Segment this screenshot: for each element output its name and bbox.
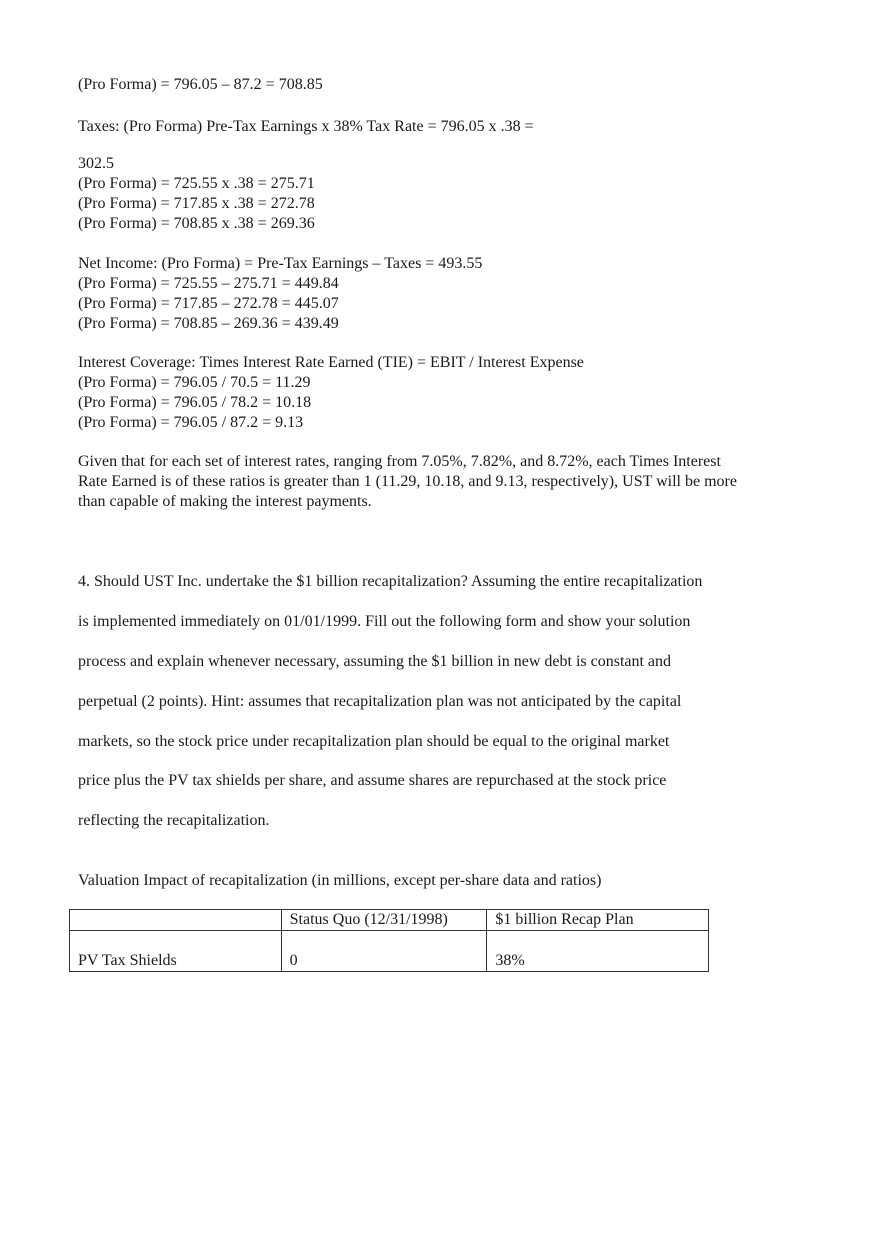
pre-tax-earnings-line-3: (Pro Forma) = 796.05 – 87.2 = 708.85 — [78, 76, 323, 93]
net-income-line-3: (Pro Forma) = 708.85 – 269.36 = 439.49 — [78, 315, 339, 332]
interest-coverage-line-2: (Pro Forma) = 796.05 / 78.2 = 10.18 — [78, 394, 312, 411]
interest-coverage-heading-line: Interest Coverage: Times Interest Rate Earned (TIE) = EBIT / Interest Expense — [78, 354, 584, 371]
table-row — [70, 931, 709, 972]
question4-line-1: 4. Should UST Inc. undertake the $1 billion recapitalization? Assuming the entire recapitalization — [78, 573, 703, 590]
question4-line-7: reflecting the recapitalization. — [78, 812, 270, 829]
interest-coverage-line-3: (Pro Forma) = 796.05 / 87.2 = 9.13 — [78, 414, 304, 431]
table-caption: Valuation Impact of recapitalization (in millions, except per-share data and ratios) — [78, 872, 602, 889]
table-cell-recap-plan[interactable]: 38% — [487, 931, 709, 972]
table-header-recap-plan: $1 billion Recap Plan — [487, 910, 709, 931]
interest-coverage-line-1: (Pro Forma) = 796.05 / 70.5 = 11.29 — [78, 374, 311, 391]
net-income-line-2: (Pro Forma) = 717.85 – 272.78 = 445.07 — [78, 295, 339, 312]
conclusion-line-3: than capable of making the interest payments. — [78, 493, 372, 510]
table-cell-status-quo[interactable]: 0 — [281, 931, 487, 972]
conclusion-line-1: Given that for each set of interest rates, ranging from 7.05%, 7.82%, and 8.72%, each Times Interest — [78, 453, 721, 470]
question4-line-5: markets, so the stock price under recapitalization plan should be equal to the original market — [78, 733, 670, 750]
valuation-table — [69, 909, 709, 972]
taxes-line-1: (Pro Forma) = 725.55 x .38 = 275.71 — [78, 175, 315, 192]
taxes-heading-line: Taxes: (Pro Forma) Pre-Tax Earnings x 38% Tax Rate = 796.05 x .38 = — [78, 118, 534, 135]
question4-line-3: process and explain whenever necessary, assuming the $1 billion in new debt is constant and — [78, 653, 672, 670]
taxes-line-3: (Pro Forma) = 708.85 x .38 = 269.36 — [78, 215, 315, 232]
question4-line-2: is implemented immediately on 01/01/1999. Fill out the following form and show your solution — [78, 613, 691, 630]
question4-line-4: perpetual (2 points). Hint: assumes that recapitalization plan was not anticipated by the capital — [78, 693, 682, 710]
table-cell-label: PV Tax Shields — [70, 931, 282, 972]
conclusion-line-2: Rate Earned is of these ratios is greater than 1 (11.29, 10.18, and 9.13, respectively), UST will be more — [78, 473, 737, 490]
taxes-line-0: 302.5 — [78, 155, 114, 172]
table-header-status-quo: Status Quo (12/31/1998) — [281, 910, 487, 931]
net-income-heading-line: Net Income: (Pro Forma) = Pre-Tax Earnings – Taxes = 493.55 — [78, 255, 483, 272]
net-income-line-1: (Pro Forma) = 725.55 – 275.71 = 449.84 — [78, 275, 339, 292]
taxes-line-2: (Pro Forma) = 717.85 x .38 = 272.78 — [78, 195, 315, 212]
table-header-cell-empty — [70, 910, 282, 931]
table-header-row — [70, 910, 709, 931]
question4-line-6: price plus the PV tax shields per share, and assume shares are repurchased at the stock price — [78, 772, 667, 789]
